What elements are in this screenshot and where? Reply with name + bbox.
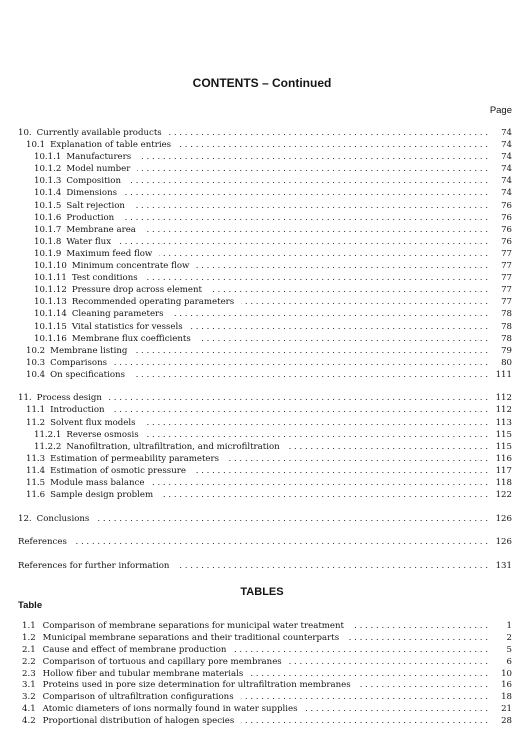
dot-leader [346, 633, 488, 645]
contents-entry-title: Water flux [66, 236, 112, 247]
contents-entry-title: Explanation of table entries [50, 140, 172, 151]
contents-entry-title: Dimensions [66, 188, 118, 199]
table-list-entry [22, 704, 512, 716]
contents-entry-page: 117 [495, 465, 512, 476]
dot-leader [241, 296, 488, 308]
dot-leader [160, 489, 488, 501]
dot-leader [138, 151, 488, 163]
table-list-entry-title: Hollow fiber and tubular membrane materials [42, 668, 244, 679]
contents-entry-page: 74 [501, 140, 512, 151]
dot-leader [241, 692, 488, 704]
dot-leader [118, 236, 488, 248]
dot-leader [124, 187, 488, 199]
table-list-entry-number: 4.1 [22, 704, 36, 715]
contents-entry-page: 115 [495, 441, 512, 452]
contents-entry-number: 10.1.4 [34, 188, 62, 199]
contents-entry-number: 11. [18, 393, 32, 404]
contents-entry-number: 11.2 [26, 417, 46, 428]
dot-leader [151, 477, 488, 489]
contents-entry-title: Process design [36, 393, 102, 404]
contents-entry-number: 10.1.7 [34, 224, 62, 235]
contents-entry-page: 77 [501, 273, 512, 284]
contents-entry-page: 78 [501, 321, 512, 332]
contents-entry [18, 212, 512, 224]
contents-entry-number: 10.1.1 [34, 152, 62, 163]
table-list-entry [22, 716, 512, 728]
contents-entry-title: References for further information [18, 560, 170, 571]
dot-leader [209, 284, 488, 296]
contents-entry-number: 10.1.5 [34, 200, 62, 211]
contents-entry [18, 453, 512, 465]
table-list-entry [22, 633, 512, 645]
contents-entry [18, 392, 512, 404]
contents-entry [18, 175, 512, 187]
contents-entry-page: 113 [495, 417, 512, 428]
contents-entry-page: 112 [495, 405, 512, 416]
table-list-entry-number: 2.2 [22, 656, 36, 667]
table-list-entry-number: 1.1 [22, 621, 36, 631]
table-list-entry-page: 28 [501, 716, 512, 727]
dot-leader [198, 333, 488, 345]
contents-entry-number: 10.1.16 [34, 333, 67, 344]
contents-entry [18, 260, 512, 272]
dot-leader [289, 657, 488, 669]
contents-entry [18, 272, 512, 284]
dot-leader [196, 260, 488, 272]
contents-entry-title: Production [66, 212, 115, 223]
contents-entry [18, 127, 512, 139]
dot-leader [178, 139, 488, 151]
contents-group [18, 560, 512, 572]
contents-entry-page: 115 [495, 429, 512, 440]
contents-entry-title: Recommended operating parameters [71, 297, 235, 308]
contents-list [18, 127, 512, 572]
contents-entry [18, 163, 512, 175]
contents-entry-number: 10.1.9 [34, 248, 62, 259]
dot-leader [190, 321, 488, 333]
contents-entry-number: 10.1.11 [34, 273, 67, 284]
dot-leader [145, 272, 488, 284]
table-list-entry-title: Cause and effect of membrane production [42, 644, 227, 655]
contents-entry-page: 74 [501, 152, 512, 163]
table-list-entry [22, 680, 512, 692]
contents-entry-page: 77 [501, 297, 512, 308]
contents-entry [18, 560, 512, 572]
contents-entry-page: 116 [495, 453, 512, 464]
tables-list [22, 621, 512, 728]
dot-leader [193, 465, 488, 477]
table-list-entry-title: Atomic diameters of ions normally found in water supplies [42, 704, 298, 715]
contents-entry-number: 10.1.12 [34, 285, 67, 296]
table-list-entry-page: 16 [501, 680, 512, 691]
table-list-entry-title: Comparison of tortuous and capillary pore membranes [42, 656, 282, 667]
contents-entry-title: Solvent flux models [50, 417, 136, 428]
page-column-label: Page [489, 105, 512, 116]
dot-leader [137, 163, 488, 175]
contents-entry-title: Comparisons [50, 357, 108, 368]
contents-entry-title: Cleaning parameters [71, 309, 164, 320]
contents-entry-number: 10.4 [26, 369, 46, 380]
dot-leader [132, 369, 488, 381]
table-list-entry-page: 10 [501, 668, 512, 679]
contents-entry-title: On specifications [50, 369, 126, 380]
contents-entry-page: 131 [495, 560, 512, 571]
contents-entry [18, 369, 512, 381]
contents-group [18, 127, 512, 381]
contents-entry-number: 11.3 [26, 453, 46, 464]
dot-leader [143, 417, 488, 429]
contents-entry-number: 10.1.15 [34, 321, 67, 332]
contents-entry [18, 417, 512, 429]
contents-entry-title: Membrane listing [50, 345, 128, 356]
contents-entry [18, 151, 512, 163]
contents-entry [18, 321, 512, 333]
contents-entry-number: 10.1.2 [34, 164, 62, 175]
contents-entry-number: 10.1.14 [34, 309, 67, 320]
dot-leader [96, 513, 488, 525]
contents-entry-page: 76 [501, 212, 512, 223]
contents-group [18, 536, 512, 548]
contents-entry-page: 111 [495, 369, 512, 380]
table-list-entry [22, 657, 512, 669]
dot-leader [132, 200, 488, 212]
contents-entry-title: Membrane flux coefficients [71, 333, 191, 344]
contents-entry-page: 79 [501, 345, 512, 356]
contents-entry [18, 465, 512, 477]
dot-leader [109, 392, 488, 404]
contents-entry-title: Conclusions [36, 513, 90, 524]
contents-entry-number: 11.6 [26, 490, 46, 501]
dot-leader [176, 560, 488, 572]
contents-entry-title: Maximum feed flow [66, 248, 153, 259]
contents-entry-title: Nanofiltration, ultrafiltration, and microfiltration [66, 441, 280, 452]
dot-leader [241, 716, 488, 728]
contents-entry-title: Composition [66, 176, 121, 187]
dot-leader [159, 248, 488, 260]
contents-entry-page: 122 [495, 490, 512, 501]
table-list-entry-number: 4.2 [22, 716, 36, 727]
contents-entry [18, 357, 512, 369]
contents-entry [18, 477, 512, 489]
contents-entry-title: Vital statistics for vessels [71, 321, 183, 332]
dot-leader [250, 669, 488, 681]
contents-entry-title: Currently available products [36, 128, 162, 138]
contents-entry-page: 74 [501, 176, 512, 187]
contents-entry-number: 10.1.3 [34, 176, 62, 187]
dot-leader [128, 175, 488, 187]
contents-group [18, 392, 512, 501]
dot-leader [121, 212, 488, 224]
dot-leader [146, 429, 488, 441]
contents-entry-title: Estimation of osmotic pressure [50, 465, 186, 476]
contents-entry-number: 10.1.13 [34, 297, 67, 308]
contents-entry-title: Membrane area [66, 224, 136, 235]
contents-entry-title: Introduction [50, 405, 105, 416]
contents-entry-page: 112 [495, 393, 512, 404]
contents-entry [18, 441, 512, 453]
contents-entry-page: 118 [495, 478, 512, 489]
contents-entry-title: Sample design problem [50, 490, 154, 501]
contents-entry-page: 74 [501, 188, 512, 199]
contents-entry [18, 308, 512, 320]
table-list-entry-title: Comparison of ultrafiltration configurations [42, 692, 234, 703]
contents-entry-title: Manufacturers [66, 152, 132, 163]
contents-entry-number: 10.1 [26, 140, 46, 151]
table-list-entry [22, 669, 512, 681]
dot-leader [134, 345, 488, 357]
table-list-entry [22, 692, 512, 704]
contents-entry-number: 11.2.1 [34, 429, 62, 440]
contents-entry-page: 74 [501, 128, 512, 138]
contents-entry-number: 11.5 [26, 478, 46, 489]
contents-entry-number: 10.1.10 [34, 261, 67, 272]
contents-entry [18, 404, 512, 416]
contents-entry [18, 187, 512, 199]
table-list-entry-page: 6 [506, 656, 512, 667]
contents-entry-page: 74 [501, 164, 512, 175]
contents-entry [18, 296, 512, 308]
contents-entry-number: 10.1.6 [34, 212, 62, 223]
contents-entry [18, 536, 512, 548]
contents-entry-page: 76 [501, 224, 512, 235]
contents-entry-title: Model number [66, 164, 131, 175]
table-list-entry-page: 5 [506, 644, 512, 655]
page-title: CONTENTS – Continued [192, 76, 332, 90]
contents-entry-page: 77 [501, 261, 512, 272]
table-list-entry-number: 1.2 [22, 632, 36, 643]
contents-entry-page: 76 [501, 200, 512, 211]
table-list-entry-number: 2.3 [22, 668, 36, 679]
contents-group [18, 513, 512, 525]
contents-entry-title: Test conditions [71, 273, 138, 284]
dot-leader [305, 704, 488, 716]
contents-entry-page: 77 [501, 248, 512, 259]
contents-entry-title: Pressure drop across element [71, 285, 202, 296]
table-list-entry-title: Proportional distribution of halogen species [42, 716, 235, 727]
contents-entry-number: 11.1 [26, 405, 46, 416]
dot-leader [171, 308, 488, 320]
contents-entry [18, 139, 512, 151]
dot-leader [233, 645, 488, 657]
dot-leader [112, 404, 488, 416]
contents-entry-number: 10. [18, 128, 32, 138]
contents-entry [18, 429, 512, 441]
contents-entry-title: Minimum concentrate flow [71, 261, 190, 272]
contents-entry-page: 78 [501, 333, 512, 344]
tables-heading: TABLES [240, 586, 284, 598]
contents-entry [18, 284, 512, 296]
contents-entry [18, 333, 512, 345]
dot-leader [351, 621, 488, 633]
table-list-entry-page: 1 [506, 621, 512, 631]
contents-entry-page: 78 [501, 309, 512, 320]
dot-leader [74, 536, 488, 548]
table-list-entry [22, 645, 512, 657]
contents-entry-number: 10.3 [26, 357, 46, 368]
dot-leader [143, 224, 488, 236]
contents-entry [18, 236, 512, 248]
contents-entry-page: 80 [501, 357, 512, 368]
dot-leader [358, 680, 488, 692]
contents-entry-page: 77 [501, 285, 512, 296]
table-column-label: Table [18, 600, 43, 611]
contents-entry-page: 126 [495, 513, 512, 524]
contents-entry [18, 489, 512, 501]
table-list-entry-number: 3.1 [22, 680, 36, 691]
dot-leader [287, 441, 488, 453]
table-list-entry-title: Proteins used in pore size determination for ultrafiltration membranes [42, 680, 351, 691]
dot-leader [169, 127, 488, 139]
table-list-entry-title: Municipal membrane separations and their traditional counterparts [42, 632, 340, 643]
table-list-entry-page: 18 [501, 692, 512, 703]
contents-entry-number: 11.4 [26, 465, 46, 476]
contents-entry-number: 10.1.8 [34, 236, 62, 247]
table-list-entry-number: 2.1 [22, 644, 36, 655]
contents-entry-title: Reverse osmosis [66, 429, 139, 440]
contents-entry-number: 12. [18, 513, 32, 524]
dot-leader [226, 453, 488, 465]
contents-entry-title: Estimation of permeability parameters [50, 453, 220, 464]
contents-entry [18, 248, 512, 260]
table-list-entry-number: 3.2 [22, 692, 36, 703]
contents-entry [18, 224, 512, 236]
table-list-entry [22, 621, 512, 633]
contents-entry [18, 513, 512, 525]
contents-entry [18, 200, 512, 212]
contents-entry-page: 76 [501, 236, 512, 247]
table-list-entry-page: 2 [506, 632, 512, 643]
dot-leader [114, 357, 488, 369]
contents-entry-number: 11.2.2 [34, 441, 62, 452]
contents-entry-title: Module mass balance [50, 478, 145, 489]
contents-entry [18, 345, 512, 357]
contents-entry-title: Salt rejection [66, 200, 125, 211]
table-list-entry-title: Comparison of membrane separations for municipal water treatment [42, 621, 344, 631]
table-list-entry-page: 21 [501, 704, 512, 715]
contents-entry-page: 126 [495, 537, 512, 548]
contents-entry-number: 10.2 [26, 345, 46, 356]
contents-entry-title: References [18, 537, 67, 548]
